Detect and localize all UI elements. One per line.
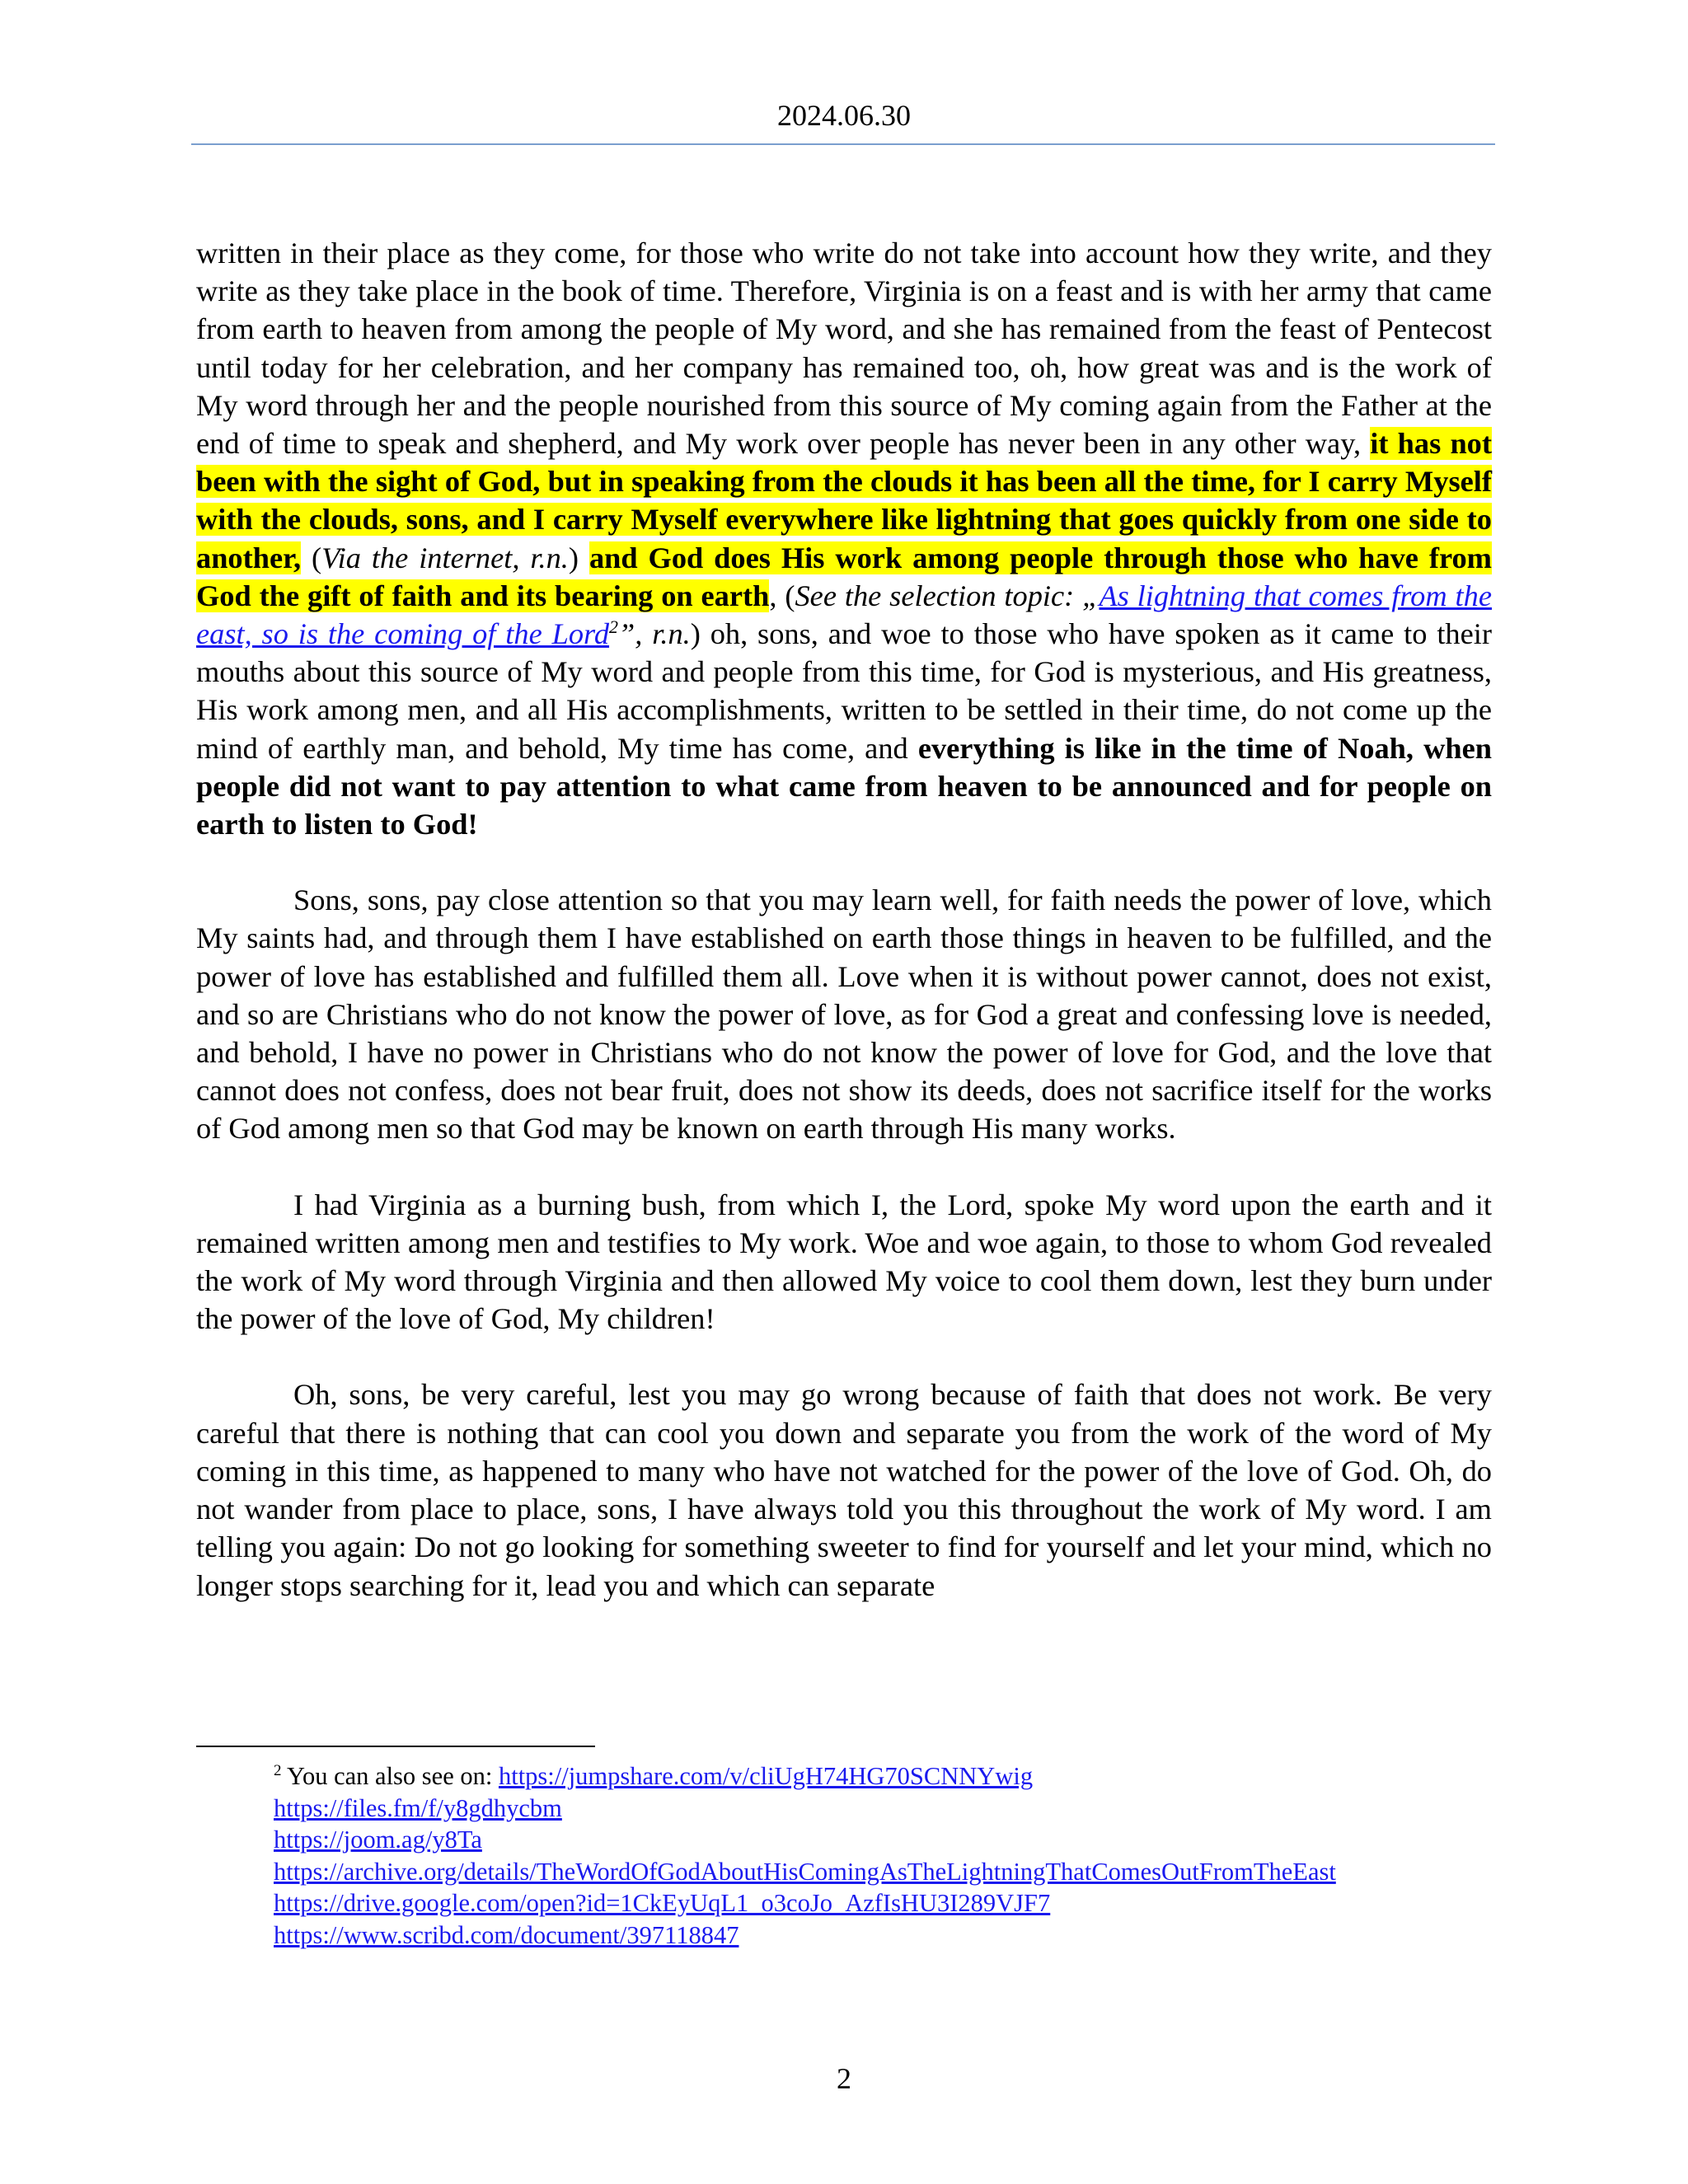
footnote-line — [274, 1824, 1493, 1856]
bold-text: everything is like in the time of Noah, when people did not want to pay attention to what came from heaven to be announced and for people on earth to listen to God! — [196, 731, 1492, 841]
editor-note: Via the internet, r.n. — [321, 541, 569, 574]
footnote-divider — [196, 1746, 595, 1747]
highlighted-text: and God does His work among people through those who have from God the gift of faith and its bearing on earth — [196, 541, 1492, 612]
text-run: Oh, sons, be very careful, lest you may go wrong because of faith that does not work. Be very careful that there is nothing that can cool you down and separate you from the work of the word of My coming in this time, as happened to many who have not watched for the power of the love of God. Oh, do not wander from place to place, sons, I have always told you this throughout the work of My word. I am telling you again: Do not go looking for something sweeter to find for yourself and let your mind, which no longer stops searching for it, lead you and which can separate — [196, 1378, 1492, 1602]
page-header-date: 2024.06.30 — [777, 99, 911, 132]
paragraph-3 — [196, 1186, 1492, 1338]
footnote-link[interactable]: https://www.scribd.com/document/397118847 — [274, 1920, 739, 1949]
highlighted-text: it has not been with the sight of God, but in speaking from the clouds it has been all the time, for I carry Myself with the clouds, sons, and I carry Myself everywhere like lightning that goes quickly from one side to another, — [196, 427, 1492, 574]
paragraph-4 — [196, 1376, 1492, 1604]
footnote-link[interactable]: https://files.fm/f/y8gdhycbm — [274, 1793, 562, 1822]
footnote-link[interactable]: https://joom.ag/y8Ta — [274, 1825, 482, 1854]
text-run: written in their place as they come, for those who write do not take into account how they write, and they write as they take place in the book of time. Therefore, Virginia is on a feast and is with her army that came from earth to heaven from among the people of My word, and she has remained from the feast of Pentecost until today for her celebration, and her company has remained too, oh, how great was and is the work of My word through her and the people nourished from this source of My coming again from the Father at the end of time to speak and shepherd, and My work over people has never been in any other way, — [196, 237, 1492, 461]
text-run: ) oh, sons, and woe to those who have spoken as it came to their mouths about this source of My word and people from this time, for God is mysterious, and His greatness, His work among men, and all His accomplishments, written to be settled in their time, do not come up the mind of earthly man, and behold, My time has come, and — [196, 617, 1493, 765]
document-body — [196, 234, 1492, 1643]
footnote-intro: You can also see on: — [281, 1762, 499, 1790]
text-run: Sons, sons, pay close attention so that you may learn well, for faith needs the power of love, which My saints had, and through them I have established on earth those things in heaven to be fulfilled, and the power of love has established and fulfilled them all. Love when it is without power cannot, does not exist, and so are Christians who do not know the power of love, as for God a great and confessing love is needed, and behold, I have no power in Christians who do not know the power of love for God, and the love that cannot does not confess, does not bear fruit, does not show its deeds, does not sacrifice itself for the works of God among men so that God may be known on earth through His many works. — [196, 883, 1492, 1146]
paragraph-1 — [196, 234, 1492, 843]
editor-note: See the selection topic: „ — [795, 579, 1100, 612]
header-divider — [191, 143, 1495, 145]
footnote-link[interactable]: https://drive.google.com/open?id=1CkEyUqL1_o3coJo_AzfIsHU3I289VJF7 — [274, 1889, 1051, 1917]
footnote-number: 2 — [274, 1761, 282, 1779]
footnote-link[interactable]: https://jumpshare.com/v/cliUgH74HG70SCNNYwig — [498, 1762, 1034, 1790]
footnote-line — [274, 1919, 1493, 1952]
footnote-link[interactable]: https://archive.org/details/TheWordOfGodAboutHisComingAsTheLightningThatComesOutFromTheEast — [274, 1857, 1336, 1886]
text-run: , ( — [769, 579, 795, 612]
footnote-line — [274, 1793, 1493, 1825]
text-run: ) — [568, 541, 589, 574]
footnote-reference[interactable]: 2 — [609, 616, 619, 637]
page-number: 2 — [837, 2062, 851, 2095]
footnote-line — [274, 1887, 1493, 1919]
paragraph-2 — [196, 881, 1492, 1147]
footnote-line — [274, 1760, 1493, 1793]
text-run: I had Virginia as a burning bush, from which I, the Lord, spoke My word upon the earth and it remained written among men and testifies to My work. Woe and woe again, to those to whom God revealed the work of My word through Virginia and then allowed My voice to cool them down, lest they burn under the power of the love of God, My children! — [196, 1188, 1492, 1336]
selection-topic-link[interactable]: As lightning that comes from the east, so is the coming of the Lord — [196, 579, 1492, 651]
footnote — [274, 1760, 1493, 1951]
text-run: ( — [301, 541, 322, 574]
footnote-line — [274, 1856, 1493, 1888]
editor-note: ”, r.n. — [618, 617, 691, 651]
